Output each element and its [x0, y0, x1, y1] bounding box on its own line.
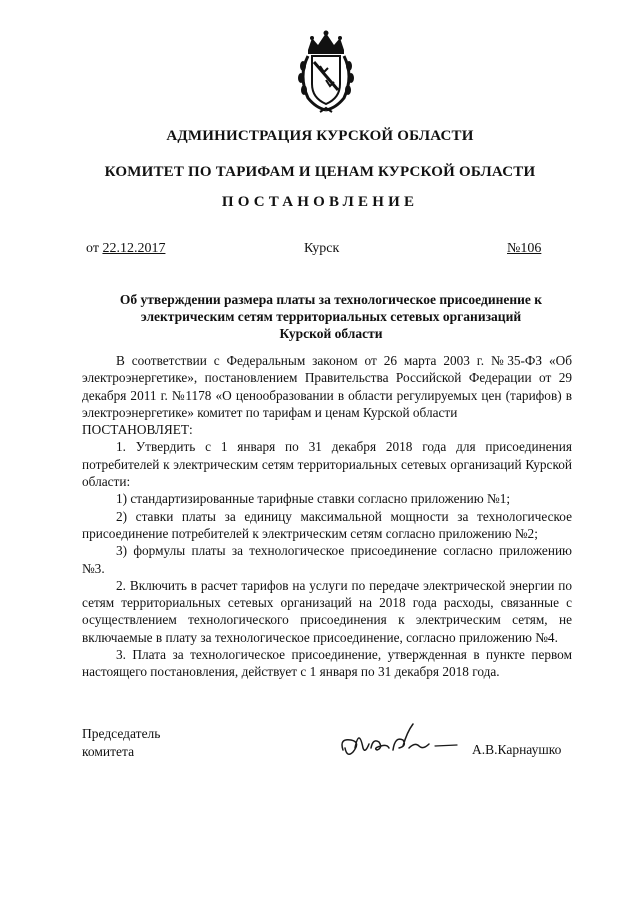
resolves-line: ПОСТАНОВЛЯЕТ: — [82, 422, 193, 438]
org-committee: КОМИТЕТ ПО ТАРИФАМ И ЦЕНАМ КУРСКОЙ ОБЛАСТИ — [104, 164, 536, 180]
signatory-role — [82, 725, 160, 761]
document-title — [96, 291, 566, 342]
document-number: №106 — [507, 241, 542, 256]
item-1-2: 2) ставки платы за единицу максимальной мощности за технологическое присоединение потребителей к электрическим сетям согласно приложению №2; — [82, 508, 572, 541]
date-value: 22.12.2017 — [102, 241, 166, 256]
document-type: ПОСТАНОВЛЕНИЕ — [221, 194, 419, 210]
handwritten-signature-icon — [337, 718, 465, 766]
date-prefix: от — [86, 241, 99, 256]
signatory-name: А.В.Карнаушко — [472, 742, 562, 757]
role-line: Председатель — [82, 726, 161, 741]
item-1-1: 1) стандартизированные тарифные ставки согласно приложению №1; — [116, 491, 511, 507]
preamble-paragraph: В соответствии с Федеральным законом от 26 марта 2003 г. №35-ФЗ «Об электроэнергетике», постановлением Правительства Российской Федерации от 29 декабря 2011 г. №1178 «О ценообразовании в области регулируемых цен (тарифов) в электроэнергетике» комитет по тарифам и ценам Курской области — [82, 353, 572, 420]
title-line: Курской области — [279, 326, 383, 341]
item-3: 3. Плата за технологическое присоединение, утвержденная в пункте первом настоящего постановления, действует с 1 января по 31 декабря 2018 года. — [82, 647, 572, 680]
item-2: 2. Включить в расчет тарифов на услуги по передаче электрической энергии по сетям территориальных сетевых организаций на 2018 года расходы, связанные с осуществлением технологического присоединения к электрическим сетям, не включаемые в плату за технологическое присоединение, согласно приложению №4. — [82, 577, 572, 645]
kursk-oblast-coat-of-arms-icon — [290, 28, 362, 114]
document-body — [82, 352, 572, 681]
role-line: комитета — [82, 744, 135, 759]
document-date — [86, 241, 165, 257]
org-administration: АДМИНИСТРАЦИЯ КУРСКОЙ ОБЛАСТИ — [166, 128, 474, 144]
item-1: 1. Утвердить с 1 января по 31 декабря 2018 года для присоединения потребителей к электрическим сетям территориальных сетевых организаций Курской области: — [82, 439, 572, 490]
title-line: электрическим сетям территориальных сетевых организаций — [140, 309, 522, 324]
document-city: Курск — [304, 241, 340, 256]
title-line: Об утверждении размера платы за технологическое присоединение к — [119, 292, 543, 307]
item-1-3: 3) формулы платы за технологическое присоединение согласно приложению №3. — [82, 543, 572, 576]
